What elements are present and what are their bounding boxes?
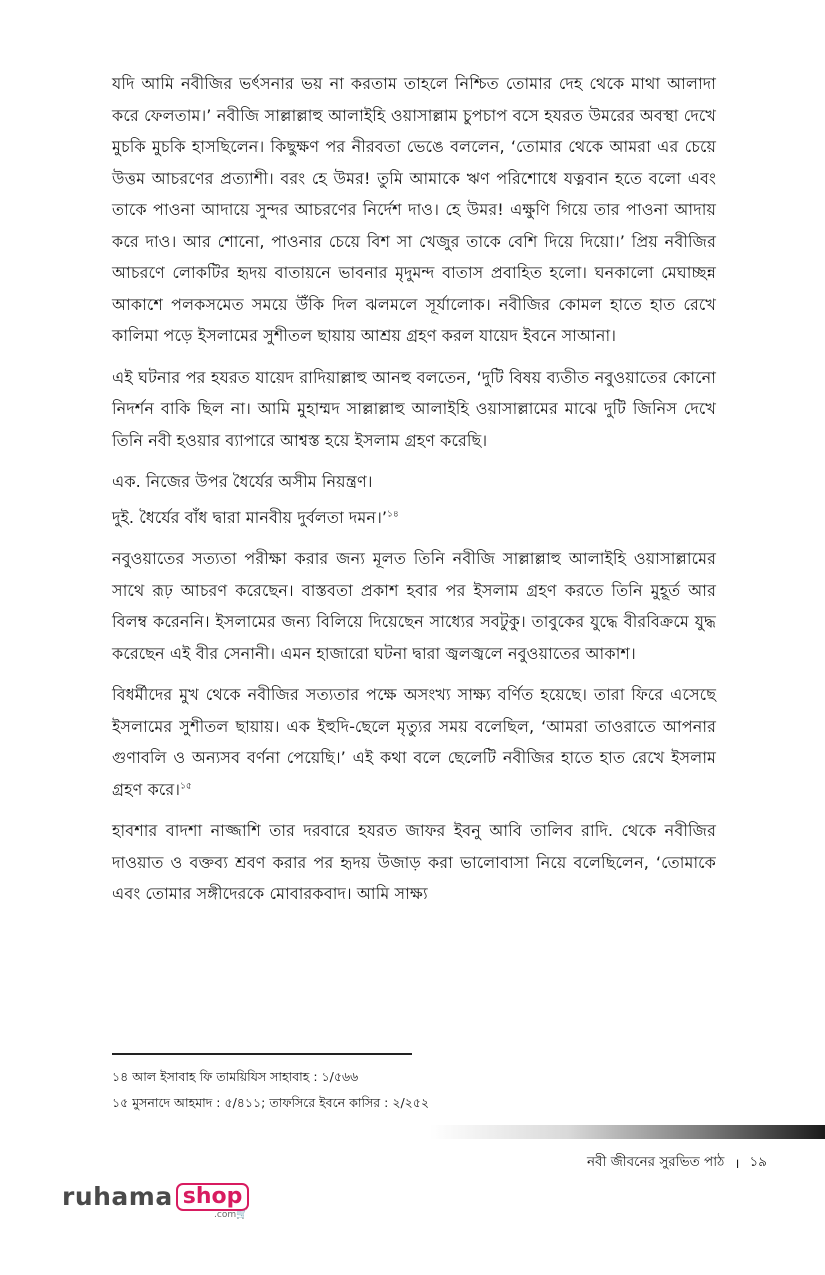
footer-separator: । xyxy=(734,1155,740,1172)
paragraph-1 xyxy=(112,68,716,352)
paragraph-4 xyxy=(112,502,716,534)
paragraph-2 xyxy=(112,362,716,457)
paragraph-text: দুই. ধৈর্যের বাঁধ দ্বারা মানবীয় দুর্বলতা দমন।’ xyxy=(112,507,388,527)
footnote-ref[interactable]: ১৪ xyxy=(387,509,399,520)
paragraph-text: এই ঘটনার পর হযরত যায়েদ রাদিয়াল্লাহু আনহু বলতেন, ‘দুটি বিষয় ব্যতীত নবুওয়াতের কোনো নিদর্শন বাকি ছিল না। আমি মুহাম্মদ সাল্লাল্লাহু আলাইহি ওয়াসাল্লামের মাঝে দুটি জিনিস দেখে তিনি নবী হওয়ার ব্যাপারে আশ্বস্ত হয়ে ইসলাম গ্রহণ করেছি। xyxy=(112,367,716,450)
footnote-ref[interactable]: ১৫ xyxy=(180,781,192,792)
paragraph-6 xyxy=(112,679,716,805)
paragraph-7 xyxy=(112,815,716,910)
paragraph-5 xyxy=(112,543,716,669)
paragraph-text: নবুওয়াতের সত্যতা পরীক্ষা করার জন্য মূলত তিনি নবীজি সাল্লাল্লাহু আলাইহি ওয়াসাল্লামের সাথে রূঢ় আচরণ করেছেন। বাস্তবতা প্রকাশ হবার পর ইসলাম গ্রহণ করতে তিনি মুহূর্ত আর বিলম্ব করেননি। ইসলামের জন্য বিলিয়ে দিয়েছেন সাধ্যের সবটুকু। তাবুকের যুদ্ধে বীরবিক্রমে যুদ্ধ করেছেন এই বীর সেনানী। এমন হাজারো ঘটনা দ্বারা জ্বলজ্বলে নবুওয়াতের আকাশ। xyxy=(112,549,716,663)
footnote-14: ১৪ আল ইসাবাহ ফি তাময়িযিস সাহাবাহ : ১/৫৬৬ xyxy=(112,1069,359,1084)
paragraph-text: হাবশার বাদশা নাজ্জাশি তার দরবারে হযরত জাফর ইবনু আবি তালিব রাদি. থেকে নবীজির দাওয়াত ও বক্তব্য শ্রবণ করার পর হৃদয় উজাড় করা ভালোবাসা নিয়ে বলেছিলেন, ‘তোমাকে এবং তোমার সঙ্গীদেরকে মোবারকবাদ। আমি সাক্ষ্য xyxy=(112,821,716,903)
footnotes xyxy=(112,1064,716,1116)
paragraph-text: এক. নিজের উপর ধৈর্যের অসীম নিয়ন্ত্রণ। xyxy=(112,472,373,491)
running-title: নবী জীবনের সুরভিত পাঠ xyxy=(586,1154,725,1170)
logo-shop-text: shop xyxy=(176,1183,250,1211)
logo-shop-box xyxy=(176,1183,250,1220)
footer-gradient-bar xyxy=(430,1125,825,1139)
paragraph-3 xyxy=(112,466,716,498)
footnote-15: ১৫ মুসনাদে আহমাদ : ৫/৪১১; তাফসিরে ইবনে কাসির : ২/২৫২ xyxy=(112,1095,430,1110)
logo-ruhama-text: ruhama xyxy=(62,1182,173,1211)
footnote-divider xyxy=(112,1053,412,1055)
main-text xyxy=(112,68,716,920)
logo-com-text: .com🛒 xyxy=(214,1210,248,1220)
paragraph-text: যদি আমি নবীজির ভর্ৎসনার ভয় না করতাম তাহলে নিশ্চিত তোমার দেহ থেকে মাথা আলাদা করে ফেলতাম।’ নবীজি সাল্লাল্লাহু আলাইহি ওয়াসাল্লাম চুপচাপ বসে হযরত উমরের অবস্থা দেখে মুচকি মুচকি হাসছিলেন। কিছুক্ষণ পর নীরবতা ভেঙে বললেন, ‘তোমার থেকে আমরা এর চেয়ে উত্তম আচরণের প্রত্যাশী। বরং হে উমর! তুমি আমাকে ঋণ পরিশোধে যত্নবান হতে বলো এবং তাকে পাওনা আদায়ে সুন্দর আচরণের নির্দেশ দাও। হে উমর! এক্ষুণি গিয়ে তার পাওনা আদায় করে দাও। আর শোনো, পাওনার চেয়ে বিশ সা খেজুর তাকে বেশি দিয়ে দিয়ো।’ প্রিয় নবীজির আচরণে লোকটির হৃদয় বাতায়নে ভাবনার মৃদুমন্দ বাতাস প্রবাহিত হলো। ঘনকালো মেঘাচ্ছন্ন আকাশে পলকসমেত সময়ে উঁকি দিল ঝলমলে সূর্যালোক। নবীজির কোমল হাতে হাত রেখে কালিমা পড়ে ইসলামের সুশীতল ছায়ায় আশ্রয় গ্রহণ করল যায়েদ ইবনে সাআনা। xyxy=(112,74,716,345)
page-footer xyxy=(587,1151,767,1174)
page-number: ১৯ xyxy=(749,1154,767,1170)
ruhamashop-logo[interactable] xyxy=(62,1183,249,1223)
paragraph-text: বিধর্মীদের মুখ থেকে নবীজির সত্যতার পক্ষে অসংখ্য সাক্ষ্য বর্ণিত হয়েছে। তারা ফিরে এসেছে ইসলামের সুশীতল ছায়ায়। এক ইহুদি-ছেলে মৃত্যুর সময় বলেছিল, ‘আমরা তাওরাতে আপনার গুণাবলি ও অন্যসব বর্ণনা পেয়েছি।’ এই কথা বলে ছেলেটি নবীজির হাতে হাত রেখে ইসলাম গ্রহণ করে। xyxy=(112,685,716,799)
